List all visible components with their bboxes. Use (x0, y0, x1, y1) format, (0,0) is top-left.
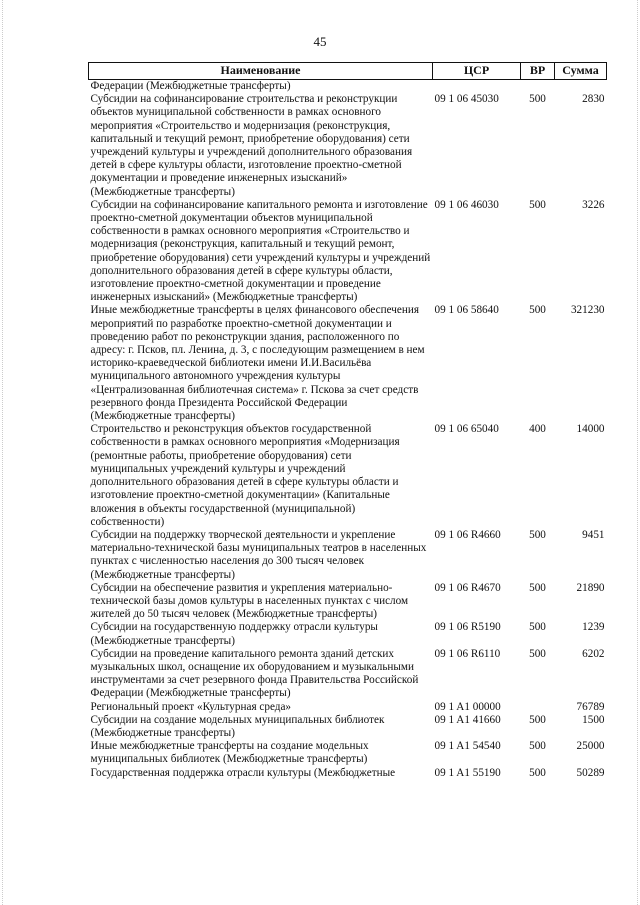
row-name: Федерации (Межбюджетные трансферты) (90, 80, 291, 92)
row-csr (433, 80, 521, 94)
row-vr: 500 (529, 621, 546, 634)
table-row (89, 529, 607, 582)
header-sum: Сумма (555, 63, 607, 80)
row-name: Субсидии на создание модельных муниципальных библиотек (Межбюджетные трансферты) (90, 713, 385, 739)
scan-edge-right (637, 0, 638, 905)
budget-table (88, 62, 607, 780)
row-sum: 6202 (582, 647, 605, 660)
row-vr: 500 (529, 304, 546, 317)
row-vr: 400 (529, 423, 546, 436)
row-name: Субсидии на поддержку творческой деятельности и укрепление материально-технической базы муниципальных театров в населенных пунктах с численностью населения до 300 тысяч человек (Межбюджетные трансферты) (90, 528, 427, 581)
row-sum: 9451 (582, 528, 605, 541)
row-csr: 09 1 A1 55190 (434, 766, 501, 779)
row-sum: 21890 (576, 581, 605, 594)
row-csr: 09 1 06 R6110 (434, 647, 501, 660)
row-vr: 500 (529, 766, 546, 779)
row-csr: 09 1 A1 41660 (434, 713, 501, 726)
row-sum: 76789 (576, 700, 605, 713)
row-csr: 09 1 A1 00000 (434, 700, 501, 713)
row-vr: 500 (529, 581, 546, 594)
table-body (89, 80, 607, 780)
row-vr: 500 (529, 93, 546, 106)
header-vr: ВР (521, 63, 555, 80)
row-name: Субсидии на государственную поддержку отрасли культуры (Межбюджетные трансферты) (90, 621, 378, 647)
row-csr: 09 1 06 45030 (434, 93, 499, 106)
table-row (89, 648, 607, 701)
table-header-row (89, 63, 607, 80)
row-sum: 3226 (582, 198, 605, 211)
header-csr: ЦСР (433, 63, 521, 80)
row-csr: 09 1 A1 54540 (434, 740, 501, 753)
row-csr: 09 1 06 R4660 (434, 528, 501, 541)
row-sum: 14000 (576, 423, 605, 436)
row-vr (521, 80, 555, 94)
table-row (89, 93, 607, 199)
row-vr: 500 (529, 740, 546, 753)
row-csr: 09 1 06 46030 (434, 198, 499, 211)
table-row (89, 199, 607, 305)
table-row (89, 582, 607, 622)
row-sum: 321230 (570, 304, 605, 317)
table-row (89, 767, 607, 780)
row-sum (555, 80, 607, 94)
row-sum: 1500 (582, 713, 605, 726)
row-sum: 1239 (582, 621, 605, 634)
row-name: Иные межбюджетные трансферты в целях финансового обеспечения мероприятий по разработке проектно-сметной документации и проведению работ по реконструкции здания, расположенного по адресу: г. Псков, пл. Ленина, д. 3, с последующим размещением в нем историко-краеведческой библиотеки имени И.И.Васильёва муниципального автономного учреждения культуры «Централизованная библиотечная система» г. Пскова за счет средств резервного фонда Президента Российской Федерации (Межбюджетные трансферты) (90, 304, 425, 423)
row-csr: 09 1 06 R5190 (434, 621, 501, 634)
row-csr: 09 1 06 65040 (434, 423, 499, 436)
row-vr: 500 (529, 198, 546, 211)
row-vr: 500 (529, 647, 546, 660)
row-vr: 500 (529, 528, 546, 541)
header-name: Наименование (89, 63, 433, 80)
row-sum: 25000 (576, 740, 605, 753)
table-row (89, 740, 607, 766)
page-number: 45 (313, 34, 327, 49)
table-row (89, 304, 607, 423)
row-name: Субсидии на проведение капитального ремонта зданий детских музыкальных школ, оснащение их оборудованием и музыкальными инструментами за счет резервного фонда Правительства Российской Федерации (Межбюджетные трансферты) (90, 647, 419, 700)
row-name: Региональный проект «Культурная среда» (90, 700, 292, 713)
row-vr (521, 701, 555, 714)
row-csr: 09 1 06 58640 (434, 304, 499, 317)
table-row (89, 80, 607, 94)
row-name: Иные межбюджетные трансферты на создание модельных муниципальных библиотек (Межбюджетные трансферты) (90, 740, 369, 766)
table-row (89, 621, 607, 647)
table-row (89, 423, 607, 529)
row-sum: 50289 (576, 766, 605, 779)
row-name: Субсидии на софинансирование строительства и реконструкции объектов муниципальной собственности в рамках основного мероприятия «Строительство и модернизация (реконструкция, капитальный и текущий ремонт, приобретение оборудования) сети учреждений культуры и учреждений дополнительного образования детей в сфере культуры области, изготовление проектно-сметной документации и проведение инженерных изысканий» (Межбюджетные трансферты) (90, 93, 413, 198)
row-vr: 500 (529, 713, 546, 726)
table-row (89, 714, 607, 740)
scan-edge-left (2, 0, 3, 905)
row-name: Субсидии на софинансирование капитального ремонта и изготовление проектно-сметной документации объектов муниципальной собственности в рамках основного мероприятия «Строительство и модернизация (реконструкция, капитальный и текущий ремонт, приобретение оборудования) сети учреждений культуры и учреждений дополнительного образования детей в сфере культуры области, изготовление проектно-сметной документации и проведение инженерных изысканий» (Межбюджетные трансферты) (90, 198, 431, 304)
row-csr: 09 1 06 R4670 (434, 581, 501, 594)
row-sum: 2830 (582, 93, 605, 106)
row-name: Субсидии на обеспечение развития и укрепления материально-технической базы домов культуры в населенных пунктах с числом жителей до 50 тысяч человек (Межбюджетные трансферты) (90, 581, 409, 621)
table-row (89, 701, 607, 714)
row-name: Строительство и реконструкция объектов государственной собственности в рамках основного мероприятия «Модернизация (ремонтные работы, приобретение оборудования) сети муниципальных учреждений культуры и учреждений дополнительного образования детей в сфере культуры области и изготовление проектно-сметной документации» (Капитальные вложения в объекты государственной (муниципальной) собственности) (90, 423, 400, 528)
row-name: Государственная поддержка отрасли культуры (Межбюджетные (90, 766, 396, 779)
